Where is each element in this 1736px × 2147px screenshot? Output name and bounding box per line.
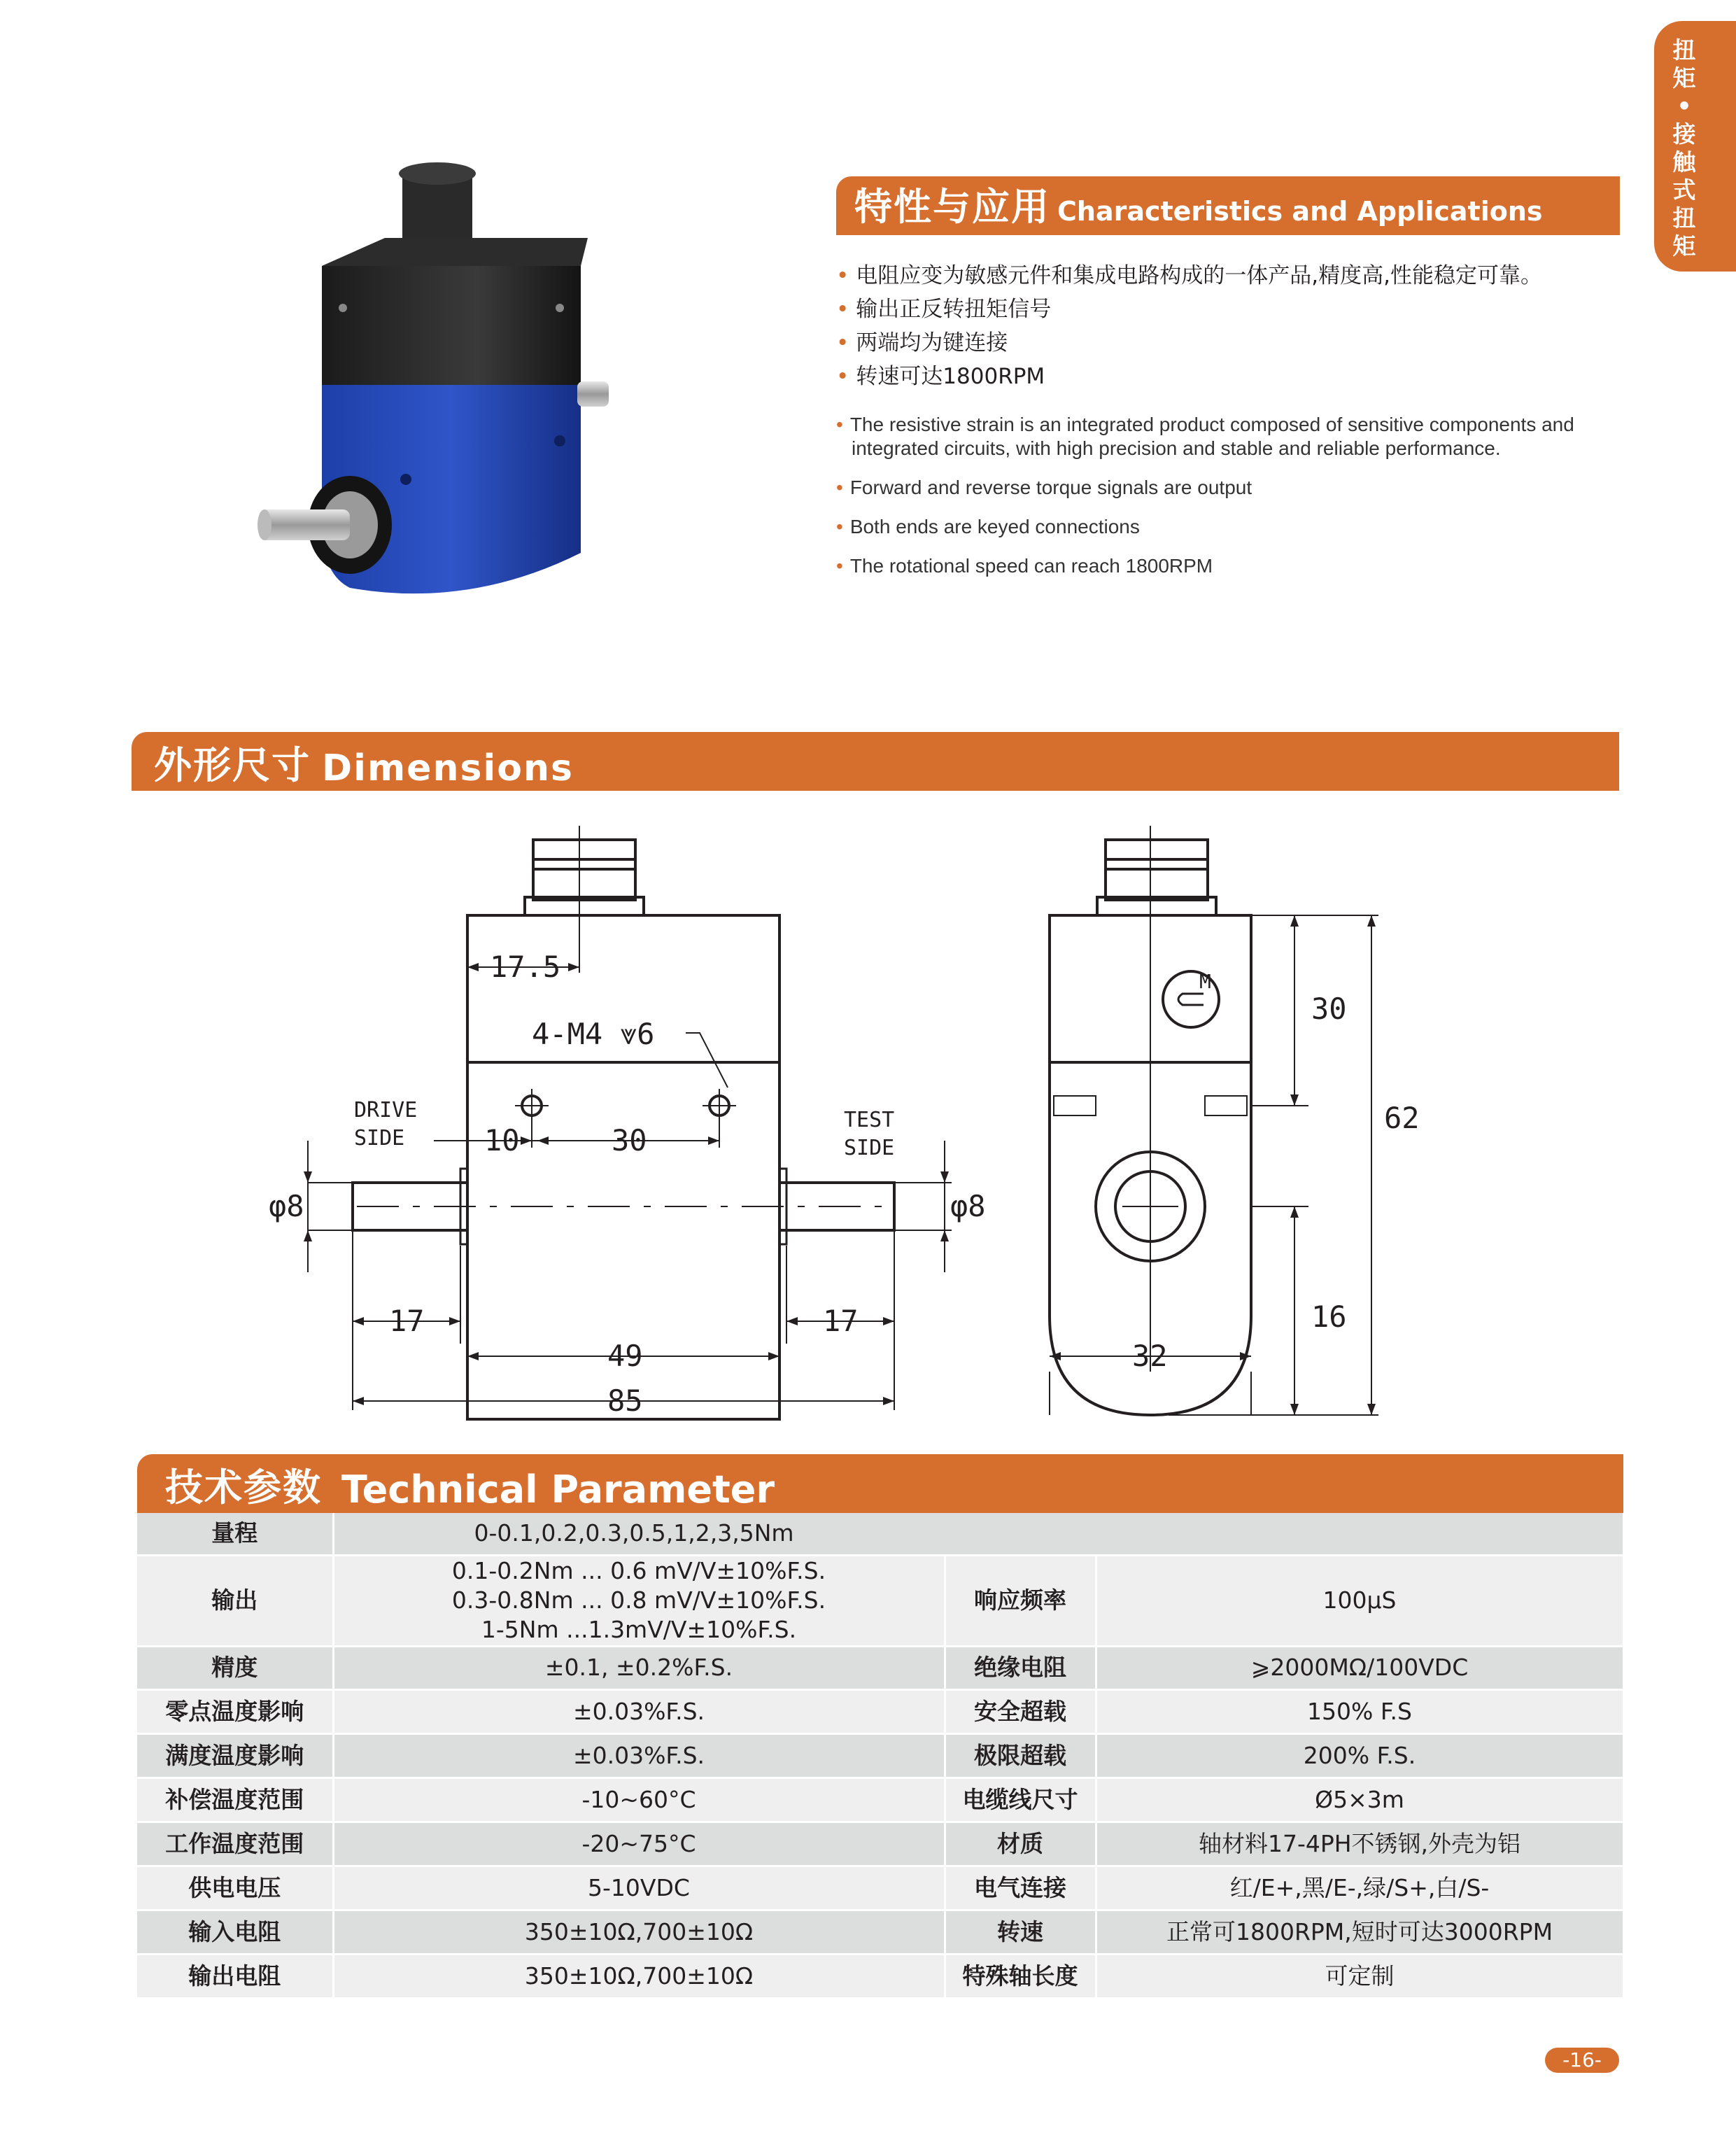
row-label: 绝缘电阻 bbox=[945, 1646, 1096, 1689]
row-value: -10~60°C bbox=[333, 1778, 945, 1822]
technical-title-zh: 技术参数 bbox=[165, 1465, 322, 1509]
dim-32: 32 bbox=[1132, 1339, 1168, 1373]
row-label: 响应频率 bbox=[945, 1555, 1096, 1646]
page-number: -16- bbox=[1545, 2048, 1619, 2073]
row-value: 350±10Ω,700±10Ω bbox=[333, 1954, 945, 1998]
motor-symbol-label: M bbox=[1199, 970, 1211, 993]
row-value: 红/E+,黑/E-,绿/S+,白/S- bbox=[1096, 1866, 1623, 1910]
row-label: 工作温度范围 bbox=[137, 1822, 333, 1866]
dim-62: 62 bbox=[1384, 1101, 1420, 1135]
dimensions-title-zh: 外形尺寸 bbox=[154, 743, 311, 787]
row-value: 200% F.S. bbox=[1096, 1733, 1623, 1778]
output-values bbox=[333, 1555, 945, 1646]
technical-header bbox=[137, 1454, 1623, 1513]
row-label: 材质 bbox=[945, 1822, 1096, 1866]
list-item: • 两端均为键连接 bbox=[836, 326, 1641, 360]
row-label: 特殊轴长度 bbox=[945, 1954, 1096, 1998]
side-tab bbox=[1654, 21, 1736, 272]
dim-10: 10 bbox=[484, 1123, 520, 1157]
dim-85: 85 bbox=[607, 1384, 643, 1418]
output-line: 1-5Nm ...1.3mV/V±10%F.S. bbox=[481, 1616, 797, 1643]
list-item: • 转速可达1800RPM bbox=[836, 360, 1641, 393]
dim-49: 49 bbox=[607, 1339, 643, 1373]
row-label: 安全超载 bbox=[945, 1689, 1096, 1733]
table-row bbox=[137, 1778, 1623, 1822]
dimension-drawing bbox=[266, 812, 1420, 1428]
row-label: 输入电阻 bbox=[137, 1910, 333, 1954]
test-side-label-1: TEST bbox=[844, 1108, 895, 1132]
table-row bbox=[137, 1954, 1623, 1998]
output-line: 0.1-0.2Nm ... 0.6 mV/V±10%F.S. bbox=[451, 1557, 826, 1584]
row-value: ±0.1, ±0.2%F.S. bbox=[333, 1646, 945, 1689]
row-value: 150% F.S bbox=[1096, 1689, 1623, 1733]
table-row bbox=[137, 1513, 1623, 1555]
drive-side-label-1: DRIVE bbox=[354, 1098, 418, 1122]
dim-16: 16 bbox=[1311, 1300, 1347, 1334]
table-row bbox=[137, 1822, 1623, 1866]
dimensions-header bbox=[132, 732, 1619, 791]
row-value: ±0.03%F.S. bbox=[333, 1733, 945, 1778]
characteristics-zh-list bbox=[836, 259, 1641, 393]
row-value: -20~75°C bbox=[333, 1822, 945, 1866]
technical-parameter-table bbox=[137, 1513, 1625, 1999]
table-row bbox=[137, 1555, 1623, 1646]
table-row bbox=[137, 1689, 1623, 1733]
test-side-label-2: SIDE bbox=[844, 1136, 895, 1160]
row-value: 正常可1800RPM,短时可达3000RPM bbox=[1096, 1910, 1623, 1954]
row-value: Ø5×3m bbox=[1096, 1778, 1623, 1822]
row-value: 可定制 bbox=[1096, 1954, 1623, 1998]
row-value: 5-10VDC bbox=[333, 1866, 945, 1910]
characteristics-title-zh: 特性与应用 bbox=[854, 185, 1050, 229]
output-line: 0.3-0.8Nm ... 0.8 mV/V±10%F.S. bbox=[451, 1586, 826, 1614]
list-item: • The resistive strain is an integrated product composed of sensitive components and integrated circuits, with high precision and stable and reliable performance. bbox=[836, 413, 1578, 460]
row-value: ±0.03%F.S. bbox=[333, 1689, 945, 1733]
table-row bbox=[137, 1733, 1623, 1778]
row-value: 350±10Ω,700±10Ω bbox=[333, 1910, 945, 1954]
row-label: 满度温度影响 bbox=[137, 1733, 333, 1778]
characteristics-header bbox=[836, 176, 1620, 235]
dim-30-side: 30 bbox=[1311, 992, 1347, 1026]
dim-phi-right: φ8 bbox=[950, 1189, 986, 1223]
list-item: • 电阻应变为敏感元件和集成电路构成的一体产品,精度高,性能稳定可靠。 bbox=[836, 259, 1641, 293]
characteristics-title-en: Characteristics and Applications bbox=[1057, 196, 1543, 227]
row-label: 输出电阻 bbox=[137, 1954, 333, 1998]
row-label: 电气连接 bbox=[945, 1866, 1096, 1910]
row-value: ⩾2000MΩ/100VDC bbox=[1096, 1646, 1623, 1689]
row-label: 补偿温度范围 bbox=[137, 1778, 333, 1822]
dim-17-right: 17 bbox=[823, 1304, 859, 1338]
dim-hole-spec: 4-M4 ⩔6 bbox=[532, 1017, 655, 1051]
row-label: 供电电压 bbox=[137, 1866, 333, 1910]
row-label: 转速 bbox=[945, 1910, 1096, 1954]
row-label: 零点温度影响 bbox=[137, 1689, 333, 1733]
row-label: 量程 bbox=[137, 1513, 333, 1555]
list-item: • Forward and reverse torque signals are output bbox=[836, 476, 1578, 500]
drive-side-label-2: SIDE bbox=[354, 1126, 405, 1150]
row-value: 0-0.1,0.2,0.3,0.5,1,2,3,5Nm bbox=[333, 1513, 1623, 1555]
dim-30-front: 30 bbox=[612, 1123, 647, 1157]
dim-17-5: 17.5 bbox=[490, 950, 561, 984]
row-label: 极限超载 bbox=[945, 1733, 1096, 1778]
technical-title-en: Technical Parameter bbox=[341, 1467, 775, 1512]
table-row bbox=[137, 1646, 1623, 1689]
list-item: • Both ends are keyed connections bbox=[836, 515, 1578, 539]
row-value: 轴材料17-4PH不锈钢,外壳为铝 bbox=[1096, 1822, 1623, 1866]
table-row bbox=[137, 1866, 1623, 1910]
dim-17-left: 17 bbox=[389, 1304, 425, 1338]
row-value: 100µS bbox=[1096, 1555, 1623, 1646]
dim-phi-left: φ8 bbox=[269, 1189, 304, 1223]
dimensions-title-en: Dimensions bbox=[322, 747, 574, 789]
row-label: 电缆线尺寸 bbox=[945, 1778, 1096, 1822]
table-row bbox=[137, 1910, 1623, 1954]
row-label: 输出 bbox=[137, 1555, 333, 1646]
row-label: 精度 bbox=[137, 1646, 333, 1689]
side-tab-label: 扭矩•接触式扭矩 bbox=[1672, 36, 1696, 260]
list-item: • 输出正反转扭矩信号 bbox=[836, 293, 1641, 326]
product-photo bbox=[259, 161, 665, 623]
list-item: • The rotational speed can reach 1800RPM bbox=[836, 554, 1578, 578]
characteristics-en-list bbox=[836, 413, 1578, 593]
